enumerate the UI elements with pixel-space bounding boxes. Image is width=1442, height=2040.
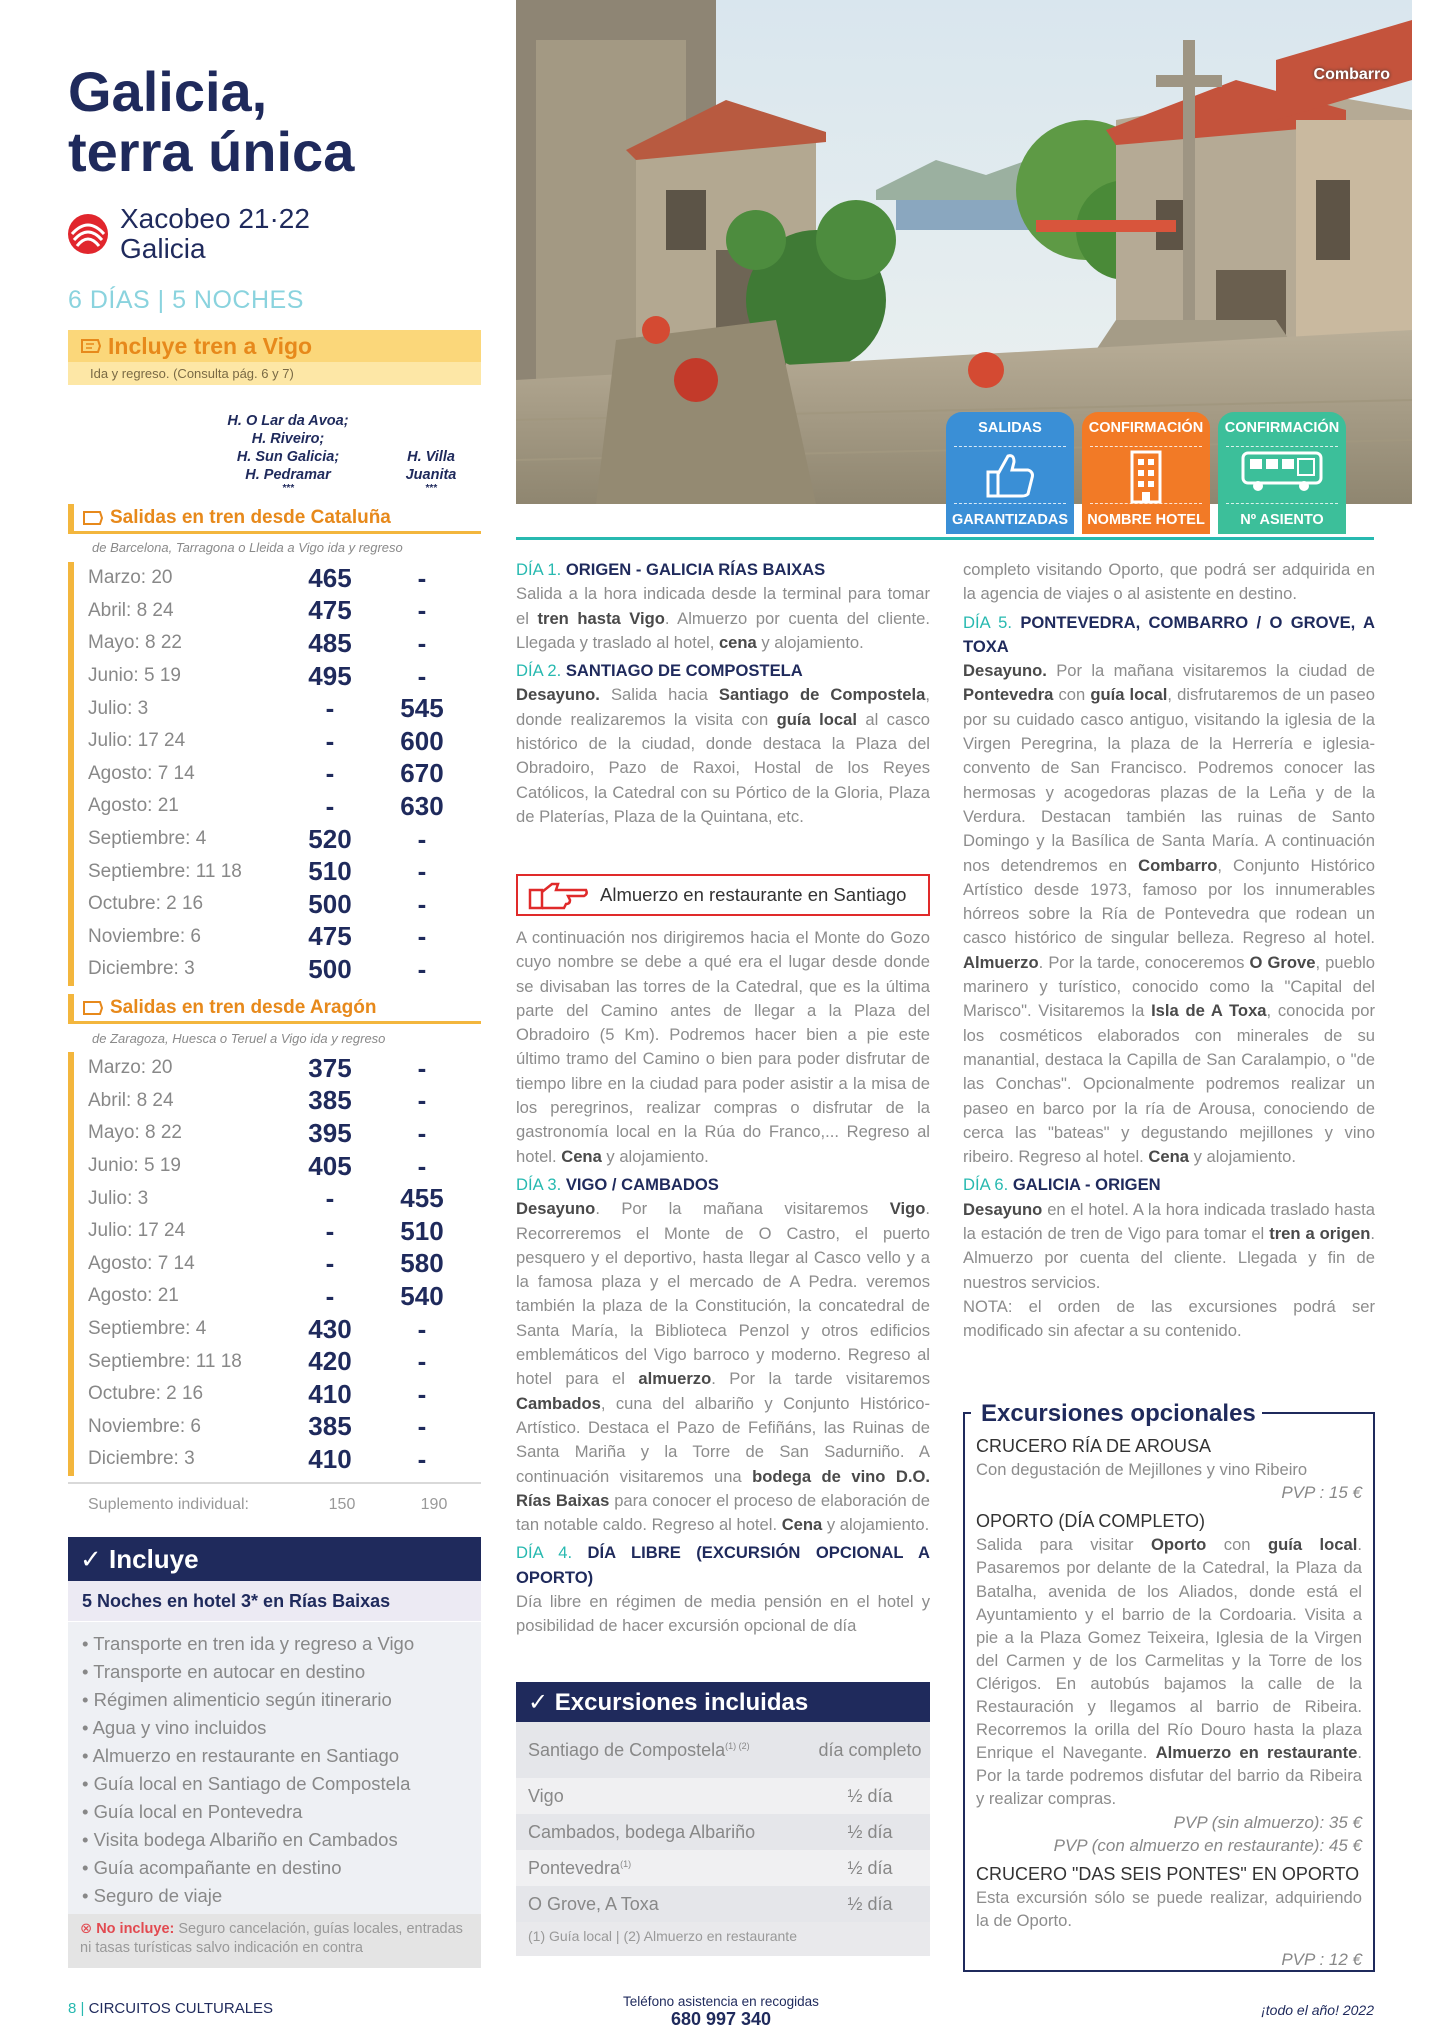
price-hotel-group-1: - (325, 725, 335, 756)
day-2-text-cont: A continuación nos dirigiremos hacia el Monte do Gozo cuyo nombre se debe a qué era el lugar desde donde se divisaban las torres de la Catedral, que es la última parte del Camino antes de llegar a la Plaza del Obradoiro (5 Km). Podremos hacer bien a pie este último tramo del Camino o bien para poder disfrutar de tiempo libre en la ciudad para poder asistir a la misa de los peregrinos, realizar compras o disfrutar de la gastronomía local en la Rúa do Franco,... Regreso al hotel. Cena y alojamiento. (516, 928, 930, 1166)
section-subtitle: de Zaragoza, Huesca o Teruel a Vigo ida y regreso (92, 1031, 386, 1046)
price-hotel-group-2: 630 (400, 790, 444, 821)
excursion-duration: día completo (818, 1739, 922, 1760)
supplement-price-1: 150 (328, 1496, 356, 1513)
section-title: Salidas en tren desde Cataluña (110, 506, 391, 528)
price-hotel-group-2: 580 (400, 1248, 444, 1279)
includes-item: • Guía acompañante en destino (82, 1857, 342, 1878)
departure-dates: Agosto: 21 (88, 1285, 179, 1307)
departure-dates: Julio: 3 (88, 1187, 149, 1209)
departure-dates: Marzo: 20 (88, 567, 173, 589)
included-excursions-table (516, 1722, 930, 1956)
price-hotel-group-1: 475 (308, 921, 352, 952)
excursion-name (516, 1786, 810, 1807)
cruise-arousa-price: PVP : 15 € (1281, 1483, 1362, 1503)
hotel-stars: *** (282, 483, 294, 494)
price-hotel-group-1: 385 (308, 1411, 352, 1442)
trip-duration: 6 DÍAS | 5 NOCHES (68, 286, 304, 314)
price-row (74, 1345, 481, 1378)
price-table-cataluna (68, 562, 481, 986)
price-row (74, 1411, 481, 1444)
price-hotel-group-1: 405 (308, 1150, 352, 1181)
departure-dates: Agosto: 21 (88, 795, 179, 817)
includes-item: • Transporte en tren ida y regreso a Vigo (82, 1633, 415, 1654)
train-tag-title: Incluye tren a Vigo (108, 332, 313, 359)
train-included-tag (68, 330, 481, 385)
itinerary-col-2 (963, 558, 1375, 1344)
price-hotel-group-1: - (325, 1215, 335, 1246)
section-aragon-header (68, 994, 481, 1024)
price-row (74, 660, 481, 693)
includes-item: • Seguro de viaje (82, 1885, 223, 1906)
price-hotel-group-2: - (417, 595, 427, 626)
day-2-heading (516, 659, 930, 683)
oporto-text: Salida para visitar Oporto con guía local. Pasaremos por delante de la Catedral, la Plaza da Batalha, avenida de los Aliados, donde está el Ayuntamiento y el barrio de la Cordoaria. Visita a pie a la Plaza Gomez Teixeira, Iglesia de la Virgen del Carmen y de los Carmelitas y la Torre de los Clérigos. En autobús bajamos la calle de la Restauración y llegamos al barrio de Ribeira. Recorremos la orilla del Río Douro hasta la plaza Enrique el Navegante. Almuerzo en restaurante. Por la tarde podremos disfutar del barrio da Ribeira y realizar compras. (976, 1535, 1362, 1809)
badge-bottom-text: Nº ASIENTO (1240, 512, 1324, 528)
price-hotel-group-1: 485 (308, 627, 352, 658)
hotel-name: H. Villa (407, 449, 455, 465)
price-row (74, 1117, 481, 1150)
itinerary-col-1b (516, 926, 930, 1639)
excursion-row (516, 1814, 930, 1850)
badge-top-text: SALIDAS (978, 420, 1042, 436)
excursion-name (516, 1822, 810, 1843)
price-row (74, 758, 481, 791)
excursion-name (516, 1740, 810, 1761)
title-line-2: terra única (68, 120, 355, 183)
day-4-heading (516, 1541, 930, 1590)
departure-dates: Mayo: 8 22 (88, 1122, 182, 1144)
price-row (74, 1052, 481, 1085)
hotel-name: H. O Lar da Avoa; (227, 413, 349, 429)
day-title: DÍA LIBRE (EXCURSIÓN OPCIONAL A OPORTO) (516, 1543, 930, 1587)
price-row (74, 725, 481, 758)
seis-pontes-price: PVP : 12 € (1281, 1949, 1362, 1969)
price-hotel-group-2: 510 (400, 1215, 444, 1246)
price-hotel-group-2: 670 (400, 758, 444, 789)
hotel-name: H. Riveiro; (251, 431, 325, 447)
day-4-text-cont: completo visitando Oporto, que podrá ser adquirida en la agencia de viajes o al asistente en destino. (963, 560, 1375, 604)
price-hotel-group-1: - (325, 1183, 335, 1214)
price-hotel-group-2: - (417, 953, 427, 984)
photo-caption: Combarro (1313, 66, 1390, 83)
price-row (74, 921, 481, 954)
departure-dates: Septiembre: 11 18 (88, 860, 242, 882)
lunch-highlight-text: Almuerzo en restaurante en Santiago (600, 884, 907, 905)
train-ticket-icon (82, 998, 104, 1018)
price-row (74, 790, 481, 823)
price-row (74, 953, 481, 986)
price-hotel-group-1: 510 (308, 856, 352, 887)
price-hotel-group-1: 465 (308, 562, 352, 593)
price-hotel-group-2: - (417, 823, 427, 854)
price-hotel-group-1: 475 (308, 595, 352, 626)
thumbs-up-icon (982, 450, 1038, 500)
building-icon (1126, 450, 1166, 504)
departure-dates: Septiembre: 4 (88, 828, 207, 850)
price-row (74, 888, 481, 921)
includes-item: • Guía local en Pontevedra (82, 1801, 303, 1822)
badge-bottom-text: NOMBRE HOTEL (1087, 512, 1205, 528)
price-hotel-group-1: 495 (308, 660, 352, 691)
itinerary-col-1a (516, 558, 930, 829)
price-row (74, 823, 481, 856)
excursion-duration: ½ día (847, 1857, 893, 1878)
section-subtitle: de Barcelona, Tarragona o Lleida a Vigo ida y regreso (92, 540, 403, 555)
day-number: DÍA 6. (963, 1175, 1009, 1195)
brand-line-2: Galicia (120, 233, 206, 264)
price-row (74, 1215, 481, 1248)
excursion-row (516, 1778, 930, 1814)
day-title: VIGO / CAMBADOS (565, 1174, 719, 1194)
phone-number[interactable]: 680 997 340 (670, 2009, 772, 2029)
price-hotel-group-1: 500 (308, 953, 352, 984)
price-row (74, 1085, 481, 1118)
section-name: CIRCUITOS CULTURALES (88, 2000, 274, 2017)
price-hotel-group-1: 420 (308, 1346, 352, 1377)
price-hotel-group-2: - (417, 856, 427, 887)
day-1-heading (516, 558, 930, 582)
excursion-name-text: Cambados, bodega Albariño (528, 1821, 756, 1842)
hotel-name: Juanita (405, 467, 457, 483)
excursion-duration: ½ día (847, 1821, 893, 1842)
xacobeo-brand (66, 204, 310, 264)
excursion-duration: ½ día (847, 1785, 893, 1806)
price-hotel-group-1: 430 (308, 1313, 352, 1344)
price-table-aragon (68, 1052, 481, 1476)
departure-dates: Mayo: 8 22 (88, 632, 182, 654)
pointing-hand-icon (528, 880, 590, 910)
divider-line (516, 537, 1374, 540)
price-hotel-group-1: 385 (308, 1085, 352, 1116)
cruise-arousa-title: CRUCERO RÍA DE AROUSA (976, 1436, 1212, 1456)
day-5-text: Desayuno. Por la mañana visitaremos la ciudad de Pontevedra con guía local, disfrutaremos de un paseo por su cuidado casco antiguo, visitando la iglesia de la Virgen Peregrina, la plaza de la Herrería e iglesia-convento de San Francisco. Podremos conocer las hermosas y acogedoras plazas de la Leña y de la Verdura. Destacan también las ruinas de Santo Domingo y la Basílica de Santa María. A continuación nos detendremos en Combarro, Conjunto Histórico Artístico desde 1973, famoso por los innumerables hórreos sobre la Ría de Pontevedra que rodean un casco histórico de singular belleza. Regreso al hotel. Almuerzo. Por la tarde, conoceremos O Grove, pueblo marinero y turístico, conocido como la "Capital del Marisco". Visitaremos la Isla de A Toxa, conocida por los cosméticos elaborados con minerales de su manantial, destaca la Capilla de San Caralampio, o "de las Conchas". Opcionalmente podremos realizar un paseo en barco por la ría de Arousa, conociendo de cerca las "bateas" y degustando mejillones y vino ribeiro. Regreso al hotel. Cena y alojamiento. (963, 661, 1375, 1167)
price-row (74, 1313, 481, 1346)
day-number: DÍA 3. (516, 1174, 562, 1194)
footer-brand: ¡todo el año! 2022 (1261, 2002, 1374, 2018)
price-row (74, 1150, 481, 1183)
price-hotel-group-2: - (417, 888, 427, 919)
section-cataluna-header (68, 504, 481, 534)
day-3-text: Desayuno. Por la mañana visitaremos Vigo. Recorreremos el Monte de O Castro, el puerto pesquero y el deportivo, hasta llegar al Casco vello y a la famosa plaza y el mercado de A Pedra. veremos también la plaza de la Constitución, la concatedral de Santa María, la Biblioteca Penzol y otros edificios emblemáticos del Vigo barroco y moderno. Regreso al hotel para el almuerzo. Por la tarde visitaremos Cambados, cuna del albariño y Conjunto Histórico-Artístico. Destaca el Pazo de Fefiñáns, las Ruinas de Santa Mariña y la Torre de San Sadurniño. A continuación visitaremos una bodega de vino D.O. Rías Baixas para conocer el proceso de elaboración de tan notable caldo. Regreso al hotel. Cena y alojamiento. (516, 1199, 930, 1535)
includes-item: • Transporte en autocar en destino (82, 1661, 366, 1682)
excursion-row (516, 1722, 930, 1778)
hotel-name: H. Sun Galicia; (236, 449, 340, 465)
not-included-icon: ⊗ (80, 1921, 97, 1937)
badge-bottom-text: GARANTIZADAS (952, 512, 1068, 528)
day-6-text: Desayuno en el hotel. A la hora indicada traslado hasta la estación de tren de Vigo para tomar el tren a origen. Almuerzo por cuenta del cliente. Llegada y fin de nuestros servicios. (963, 1199, 1375, 1292)
day-number: DÍA 2. (516, 661, 562, 681)
train-tag-sub: Ida y regreso. (Consulta pág. 6 y 7) (68, 362, 481, 385)
page-title (68, 62, 354, 182)
day-number: DÍA 4. (516, 1543, 573, 1563)
seis-pontes-title: CRUCERO "DAS SEIS PONTES" EN OPORTO (976, 1863, 1360, 1884)
optional-excursions-content (976, 1435, 1362, 1971)
price-hotel-group-2: - (417, 1443, 427, 1474)
day-4-text: Día libre en régimen de media pensión en el hotel y posibilidad de hacer excursión opcional de día (516, 1592, 930, 1636)
oporto-price-1: PVP (sin almuerzo): 35 € (1173, 1812, 1362, 1832)
price-row (74, 855, 481, 888)
price-row (74, 1248, 481, 1281)
price-row (74, 1280, 481, 1313)
bus-icon (1240, 450, 1324, 494)
footer-phone (0, 1994, 1442, 2030)
day-1-text: Salida a la hora indicada desde la terminal para tomar el tren hasta Vigo. Almuerzo por cuenta del cliente. Llegada y traslado al hotel, cena y alojamiento. (516, 584, 930, 652)
oporto-price-2: PVP (con almuerzo en restaurante): 45 € (1053, 1835, 1362, 1855)
cruise-arousa-text: Con degustación de Mejillones y vino Ribeiro (976, 1460, 1308, 1480)
supplement-label: Suplemento individual: (88, 1496, 249, 1513)
price-row (74, 627, 481, 660)
page-number: 8 (68, 2000, 77, 2017)
price-hotel-group-2: - (417, 627, 427, 658)
departure-dates: Diciembre: 3 (88, 958, 195, 980)
price-hotel-group-1: - (325, 1280, 335, 1311)
departure-dates: Marzo: 20 (88, 1057, 173, 1079)
price-hotel-group-2: 540 (400, 1280, 444, 1311)
price-hotel-group-1: 375 (308, 1052, 352, 1083)
day-title: GALICIA - ORIGEN (1012, 1175, 1161, 1195)
departure-dates: Agosto: 7 14 (88, 762, 195, 784)
departure-dates: Noviembre: 6 (88, 925, 201, 947)
departure-dates: Octubre: 2 16 (88, 1383, 204, 1405)
departure-dates: Junio: 5 19 (88, 1155, 181, 1177)
includes-list (68, 1622, 481, 1914)
includes-header: ✓ Incluye (68, 1537, 481, 1581)
departure-dates: Octubre: 2 16 (88, 893, 204, 915)
seis-pontes-text: Esta excursión sólo se puede realizar, adquiriendo la de Oporto. (976, 1887, 1362, 1930)
excursion-name (516, 1858, 810, 1879)
departure-dates: Agosto: 7 14 (88, 1252, 195, 1274)
price-hotel-group-2: - (417, 1411, 427, 1442)
not-included-label: No incluye: (96, 1921, 175, 1937)
departure-dates: Junio: 5 19 (88, 665, 181, 687)
hotel-group-2 (384, 448, 478, 494)
day-title: ORIGEN - GALICIA RÍAS BAIXAS (565, 560, 826, 579)
excursion-row (516, 1850, 930, 1886)
price-row (74, 1182, 481, 1215)
price-hotel-group-2: - (417, 660, 427, 691)
order-note: NOTA: el orden de las excursiones podrá ser modificado sin afectar a su contenido. (963, 1296, 1375, 1341)
includes-item: • Agua y vino incluidos (82, 1717, 267, 1738)
badge-salidas-garantizadas (946, 412, 1074, 534)
excursion-row (516, 1886, 930, 1922)
badge-confirmacion-hotel (1082, 412, 1210, 534)
badge-confirmacion-asiento (1218, 412, 1346, 534)
lunch-highlight-box (516, 874, 930, 916)
departure-dates: Septiembre: 11 18 (88, 1350, 242, 1372)
day-5-heading (963, 611, 1375, 660)
price-hotel-group-1: 500 (308, 888, 352, 919)
not-included-note (68, 1914, 481, 1968)
excursion-footnote-mark: (1) (2) (725, 1740, 750, 1751)
excursions-footnote: (1) Guía local | (2) Almuerzo en restaurante (516, 1922, 930, 1956)
includes-item: • Almuerzo en restaurante en Santiago (82, 1745, 400, 1766)
price-hotel-group-1: 410 (308, 1443, 352, 1474)
day-6-heading (963, 1173, 1375, 1197)
price-hotel-group-1: 395 (308, 1117, 352, 1148)
hotel-group-1 (212, 412, 364, 494)
excursion-name-text: Pontevedra (528, 1857, 621, 1878)
optional-excursions-title: Excursiones opcionales (975, 1400, 1262, 1428)
badge-top-text: CONFIRMACIÓN (1224, 420, 1340, 436)
not-included-text: Seguro cancelación, guías locales, entradas ni tasas turísticas salvo indicación en contra (80, 1921, 463, 1956)
departure-dates: Julio: 3 (88, 697, 149, 719)
departure-dates: Diciembre: 3 (88, 1448, 195, 1470)
price-row (74, 595, 481, 628)
price-hotel-group-2: - (417, 1378, 427, 1409)
oporto-title: OPORTO (DÍA COMPLETO) (976, 1511, 1206, 1532)
train-ticket-icon (80, 336, 102, 356)
day-title: SANTIAGO DE COMPOSTELA (565, 661, 803, 681)
excursion-name (516, 1894, 810, 1915)
footer-section: 8 | CIRCUITOS CULTURALES (68, 2000, 274, 2017)
price-hotel-group-2: 545 (400, 693, 444, 724)
badge-top-text: CONFIRMACIÓN (1088, 420, 1204, 436)
departure-dates: Julio: 17 24 (88, 1220, 186, 1242)
price-row (74, 1443, 481, 1476)
price-hotel-group-1: - (325, 758, 335, 789)
includes-item: • Régimen alimenticio según itinerario (82, 1689, 392, 1710)
price-hotel-group-2: - (417, 562, 427, 593)
day-number: DÍA 5. (963, 612, 1012, 632)
hotel-stars: *** (425, 483, 437, 494)
departure-dates: Septiembre: 4 (88, 1318, 207, 1340)
day-2-text: Desayuno. Salida hacia Santiago de Compostela, donde realizaremos la visita con guía local al casco histórico de la ciudad, donde destaca la Plaza del Obradoiro, Pazo de Raxoi, Hostal de los Reyes Católicos, la Catedral con su Pórtico de la Gloria, Plaza de Platerías, Plaza de la Quintana, etc. (516, 685, 930, 826)
price-row (74, 1378, 481, 1411)
price-hotel-group-2: 455 (400, 1183, 444, 1214)
price-hotel-group-1: - (325, 693, 335, 724)
price-hotel-group-2: 600 (400, 725, 444, 756)
excursion-name-text: Vigo (528, 1785, 564, 1806)
price-row (74, 692, 481, 725)
price-hotel-group-2: - (417, 1117, 427, 1148)
excursion-name-text: O Grove, A Toxa (528, 1893, 659, 1914)
excursion-duration: ½ día (847, 1893, 893, 1914)
price-hotel-group-1: - (325, 1248, 335, 1279)
section-title: Salidas en tren desde Aragón (110, 996, 377, 1018)
price-hotel-group-2: - (417, 1313, 427, 1344)
price-hotel-group-2: - (417, 1346, 427, 1377)
price-hotel-group-2: - (417, 1052, 427, 1083)
brand-line-1: Xacobeo 21·22 (120, 203, 310, 234)
price-hotel-group-1: - (325, 790, 335, 821)
hotel-name: H. Pedramar (245, 467, 331, 483)
single-supplement (68, 1482, 481, 1514)
phone-label: Teléfono asistencia en recogidas (623, 1994, 819, 2009)
departure-dates: Abril: 8 24 (88, 1089, 174, 1111)
day-number: DÍA 1. (516, 560, 562, 579)
price-row (74, 562, 481, 595)
includes-hotel: 5 Noches en hotel 3* en Rías Baixas (68, 1581, 481, 1621)
includes-item: • Visita bodega Albariño en Cambados (82, 1829, 398, 1850)
departure-dates: Abril: 8 24 (88, 599, 174, 621)
day-title: PONTEVEDRA, COMBARRO / O GROVE, A TOXA (963, 612, 1375, 656)
excursion-footnote-mark: (1) (620, 1858, 632, 1869)
price-hotel-group-2: - (417, 921, 427, 952)
xacobeo-logo-icon (66, 212, 110, 256)
includes-item: • Guía local en Santiago de Compostela (82, 1773, 411, 1794)
price-hotel-group-1: 410 (308, 1378, 352, 1409)
title-line-1: Galicia, (68, 60, 268, 123)
included-excursions-header: ✓ Excursiones incluidas (516, 1682, 930, 1722)
price-hotel-group-2: - (417, 1150, 427, 1181)
train-ticket-icon (82, 508, 104, 528)
departure-dates: Julio: 17 24 (88, 730, 186, 752)
supplement-price-2: 190 (420, 1496, 448, 1513)
excursion-name-text: Santiago de Compostela (528, 1739, 726, 1760)
price-hotel-group-2: - (417, 1085, 427, 1116)
departure-dates: Noviembre: 6 (88, 1415, 201, 1437)
price-hotel-group-1: 520 (308, 823, 352, 854)
day-3-heading (516, 1173, 930, 1197)
